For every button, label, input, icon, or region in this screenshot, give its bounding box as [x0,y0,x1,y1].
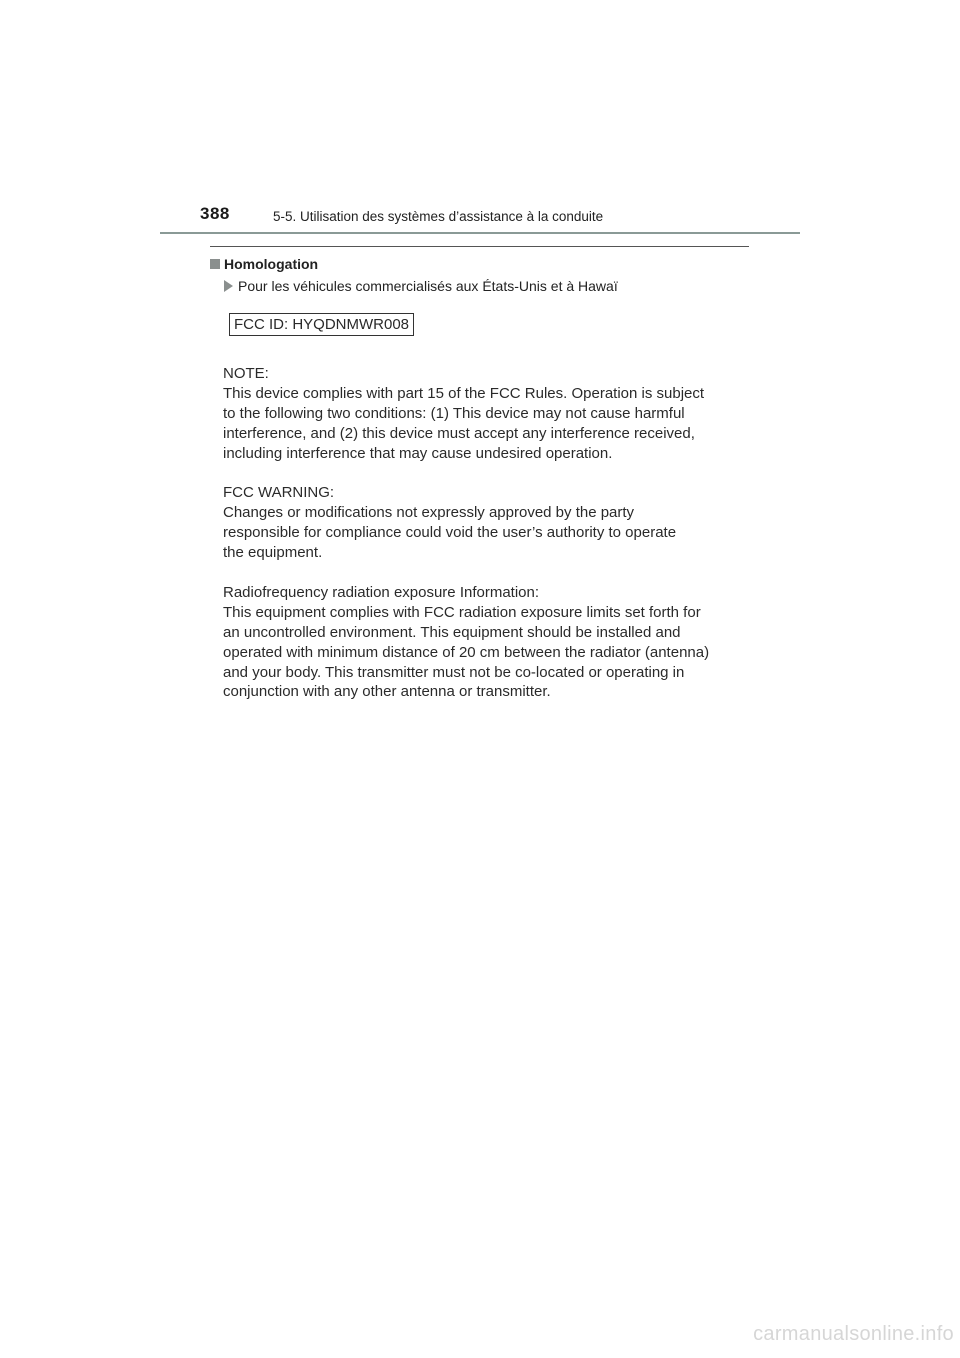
content-divider [210,246,749,247]
triangle-bullet-icon [224,280,233,292]
fcc-label-text [223,364,753,702]
page-number: 388 [200,204,230,223]
section-heading [210,256,318,272]
header-divider [160,232,800,234]
section-heading-text: Homologation [224,256,319,272]
square-bullet-icon [210,259,220,269]
warning-paragraph: FCC WARNING: Changes or modifications not expressly approved by the party responsible for compliance could void the user’s authority to operate the equipment. [223,484,677,562]
section-title: 5-5. Utilisation des systèmes d’assistance à la conduite [273,209,604,224]
radiation-paragraph: Radiofrequency radiation exposure Information: This equipment complies with FCC radiation exposure limits set forth for an uncontrolled environment. This equipment should be installed and operated with minimum distance of 20 cm between the radiator (antenna) and your body. This transmitter must not be co-located or operating in conjunction with any other antenna or transmitter. [223,583,710,701]
sub-item-text: Pour les véhicules commercialisés aux États-Unis et à Hawaï [238,278,618,294]
sub-item [224,278,618,294]
watermark: carmanualsonline.info [753,1323,954,1345]
note-paragraph: NOTE: This device complies with part 15 of the FCC Rules. Operation is subject to the following two conditions: (1) This device may not cause harmful interference, and (2) this device must accept any interference received, including interference that may cause undesired operation. [223,365,705,462]
fcc-id-box: FCC ID: HYQDNMWR008 [229,313,414,336]
